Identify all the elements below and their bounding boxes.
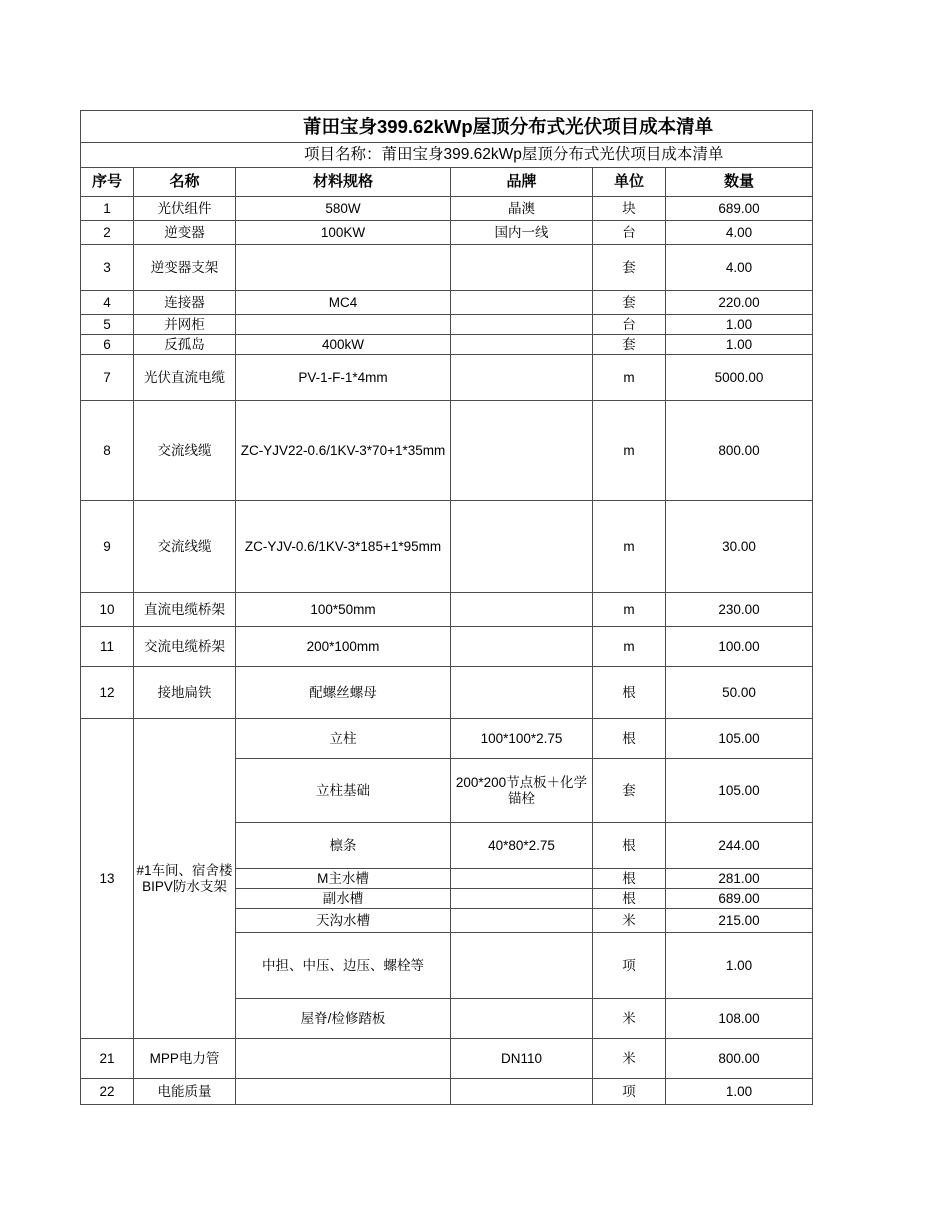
column-header-name[interactable]: 名称 xyxy=(134,168,236,197)
cell-brand[interactable] xyxy=(451,501,593,593)
project-name-text: 项目名称：莆田宝身399.62kWp屋顶分布式光伏项目成本清单 xyxy=(304,145,724,163)
cell-spec[interactable] xyxy=(236,315,451,335)
cell-brand[interactable] xyxy=(451,355,593,401)
cell-unit[interactable]: m xyxy=(593,627,666,667)
cell-brand[interactable] xyxy=(451,315,593,335)
cell-unit[interactable]: m xyxy=(593,501,666,593)
cell-seq[interactable]: 21 xyxy=(81,1039,134,1079)
cell-qty[interactable]: 689.00 xyxy=(666,889,813,909)
cell-qty[interactable]: 800.00 xyxy=(666,1039,813,1079)
cell-qty[interactable]: 1.00 xyxy=(666,335,813,355)
cell-brand[interactable] xyxy=(451,933,593,999)
cell-unit[interactable]: m xyxy=(593,355,666,401)
document-title-cell[interactable] xyxy=(81,111,813,143)
cell-unit[interactable]: 米 xyxy=(593,909,666,933)
cell-spec[interactable]: 100KW xyxy=(236,221,451,245)
cell-seq[interactable]: 3 xyxy=(81,245,134,291)
cell-spec[interactable]: 200*100mm xyxy=(236,627,451,667)
cell-spec[interactable] xyxy=(236,1039,451,1079)
cell-name[interactable]: 逆变器 xyxy=(134,221,236,245)
column-header-seq[interactable]: 序号 xyxy=(81,168,134,197)
cell-brand[interactable]: DN110 xyxy=(451,1039,593,1079)
cell-brand[interactable]: 晶澳 xyxy=(451,197,593,221)
cell-unit[interactable]: 台 xyxy=(593,315,666,335)
cell-brand[interactable] xyxy=(451,909,593,933)
cell-brand[interactable] xyxy=(451,401,593,501)
cell-brand[interactable]: 国内一线 xyxy=(451,221,593,245)
cell-brand[interactable] xyxy=(451,889,593,909)
cell-seq[interactable]: 10 xyxy=(81,593,134,627)
cell-spec[interactable]: 檩条 xyxy=(236,823,451,869)
cell-qty[interactable]: 1.00 xyxy=(666,315,813,335)
title-row xyxy=(81,111,813,143)
cell-unit[interactable]: 项 xyxy=(593,933,666,999)
cell-name[interactable]: MPP电力管 xyxy=(134,1039,236,1079)
table-row xyxy=(81,335,813,355)
cell-spec[interactable]: ZC-YJV22-0.6/1KV-3*70+1*35mm xyxy=(236,401,451,501)
cell-name[interactable]: 交流线缆 xyxy=(134,501,236,593)
cell-name[interactable]: 逆变器支架 xyxy=(134,245,236,291)
cell-spec[interactable]: 配螺丝螺母 xyxy=(236,667,451,719)
cell-qty[interactable]: 215.00 xyxy=(666,909,813,933)
cell-unit[interactable]: 套 xyxy=(593,291,666,315)
cell-spec[interactable]: 中担、中压、边压、螺栓等 xyxy=(236,933,451,999)
cell-name[interactable]: 光伏直流电缆 xyxy=(134,355,236,401)
cell-brand[interactable] xyxy=(451,335,593,355)
cell-brand[interactable] xyxy=(451,627,593,667)
cell-name[interactable]: 电能质量 xyxy=(134,1079,236,1105)
cell-seq[interactable]: 8 xyxy=(81,401,134,501)
cost-list-table xyxy=(80,110,813,1105)
cell-qty[interactable]: 100.00 xyxy=(666,627,813,667)
cost-list-body xyxy=(81,111,813,1105)
cell-seq[interactable]: 2 xyxy=(81,221,134,245)
cell-spec[interactable]: ZC-YJV-0.6/1KV-3*185+1*95mm xyxy=(236,501,451,593)
cell-spec[interactable] xyxy=(236,1079,451,1105)
cell-spec[interactable]: M主水槽 xyxy=(236,869,451,889)
cell-brand[interactable] xyxy=(451,999,593,1039)
cell-seq[interactable]: 6 xyxy=(81,335,134,355)
cell-qty[interactable]: 4.00 xyxy=(666,245,813,291)
cell-spec[interactable]: 100*50mm xyxy=(236,593,451,627)
cell-qty[interactable]: 689.00 xyxy=(666,197,813,221)
table-row xyxy=(81,627,813,667)
cell-spec[interactable]: 立柱 xyxy=(236,719,451,759)
cell-unit[interactable]: 项 xyxy=(593,1079,666,1105)
table-row xyxy=(81,197,813,221)
cell-brand[interactable] xyxy=(451,291,593,315)
table-row-group-13 xyxy=(81,719,813,759)
cell-unit[interactable]: 根 xyxy=(593,889,666,909)
cell-unit[interactable]: 根 xyxy=(593,869,666,889)
cell-brand[interactable]: 100*100*2.75 xyxy=(451,719,593,759)
cell-qty[interactable]: 800.00 xyxy=(666,401,813,501)
cell-seq[interactable]: 11 xyxy=(81,627,134,667)
cell-unit[interactable]: 套 xyxy=(593,245,666,291)
table-row xyxy=(81,245,813,291)
cell-name[interactable]: 光伏组件 xyxy=(134,197,236,221)
project-name-cell[interactable] xyxy=(81,143,813,168)
cell-name[interactable]: 交流电缆桥架 xyxy=(134,627,236,667)
cell-seq-group-13[interactable]: 13 xyxy=(81,719,134,1039)
cell-qty[interactable]: 5000.00 xyxy=(666,355,813,401)
subtitle-row xyxy=(81,143,813,168)
table-row xyxy=(81,501,813,593)
cell-unit[interactable]: 根 xyxy=(593,719,666,759)
cell-qty[interactable]: 108.00 xyxy=(666,999,813,1039)
cell-name[interactable]: 反孤岛 xyxy=(134,335,236,355)
cell-brand[interactable] xyxy=(451,869,593,889)
cell-qty[interactable]: 50.00 xyxy=(666,667,813,719)
column-header-qty[interactable]: 数量 xyxy=(666,168,813,197)
cell-seq[interactable]: 12 xyxy=(81,667,134,719)
cell-name[interactable]: 交流线缆 xyxy=(134,401,236,501)
table-row xyxy=(81,315,813,335)
cell-spec[interactable]: 屋脊/检修踏板 xyxy=(236,999,451,1039)
table-header-row xyxy=(81,168,813,197)
cell-brand[interactable] xyxy=(451,593,593,627)
table-row xyxy=(81,291,813,315)
cell-qty[interactable]: 4.00 xyxy=(666,221,813,245)
cell-unit[interactable]: 块 xyxy=(593,197,666,221)
cell-spec[interactable]: 400kW xyxy=(236,335,451,355)
cell-unit[interactable]: 米 xyxy=(593,999,666,1039)
cell-spec[interactable]: 天沟水槽 xyxy=(236,909,451,933)
cell-unit[interactable]: 套 xyxy=(593,759,666,823)
table-row xyxy=(81,355,813,401)
table-row xyxy=(81,221,813,245)
column-header-brand[interactable]: 品牌 xyxy=(451,168,593,197)
table-row xyxy=(81,401,813,501)
cell-brand[interactable] xyxy=(451,245,593,291)
cell-spec[interactable]: 立柱基础 xyxy=(236,759,451,823)
column-header-unit[interactable]: 单位 xyxy=(593,168,666,197)
cell-qty[interactable]: 1.00 xyxy=(666,1079,813,1105)
cell-brand[interactable] xyxy=(451,667,593,719)
cell-unit[interactable]: m xyxy=(593,593,666,627)
cell-brand[interactable]: 40*80*2.75 xyxy=(451,823,593,869)
cell-qty[interactable]: 105.00 xyxy=(666,719,813,759)
page-title: 莆田宝身399.62kWp屋顶分布式光伏项目成本清单 xyxy=(303,115,714,137)
cell-seq[interactable]: 7 xyxy=(81,355,134,401)
cell-spec[interactable]: 副水槽 xyxy=(236,889,451,909)
cell-qty[interactable]: 1.00 xyxy=(666,933,813,999)
cell-brand[interactable]: 200*200节点板＋化学锚栓 xyxy=(451,759,593,823)
cell-spec[interactable] xyxy=(236,245,451,291)
cell-qty[interactable]: 244.00 xyxy=(666,823,813,869)
table-row xyxy=(81,667,813,719)
cell-unit[interactable]: 米 xyxy=(593,1039,666,1079)
cell-unit[interactable]: 套 xyxy=(593,335,666,355)
cell-qty[interactable]: 220.00 xyxy=(666,291,813,315)
table-row xyxy=(81,1079,813,1105)
cell-spec[interactable]: MC4 xyxy=(236,291,451,315)
cell-unit[interactable]: m xyxy=(593,401,666,501)
cell-name[interactable]: 接地扁铁 xyxy=(134,667,236,719)
cell-unit[interactable]: 根 xyxy=(593,823,666,869)
cell-qty[interactable]: 105.00 xyxy=(666,759,813,823)
cell-qty[interactable]: 230.00 xyxy=(666,593,813,627)
cell-qty[interactable]: 30.00 xyxy=(666,501,813,593)
cell-seq[interactable]: 4 xyxy=(81,291,134,315)
cell-spec[interactable]: 580W xyxy=(236,197,451,221)
cost-list-table-wrap xyxy=(80,110,812,1105)
cell-name[interactable]: 连接器 xyxy=(134,291,236,315)
cell-name[interactable]: 直流电缆桥架 xyxy=(134,593,236,627)
cell-name[interactable]: 并网柜 xyxy=(134,315,236,335)
cell-name-group-13[interactable]: #1车间、宿舍楼BIPV防水支架 xyxy=(134,719,236,1039)
cell-seq[interactable]: 5 xyxy=(81,315,134,335)
column-header-spec[interactable]: 材料规格 xyxy=(236,168,451,197)
cell-seq[interactable]: 22 xyxy=(81,1079,134,1105)
table-row xyxy=(81,1039,813,1079)
table-row xyxy=(81,593,813,627)
cell-spec[interactable]: PV-1-F-1*4mm xyxy=(236,355,451,401)
cell-unit[interactable]: 台 xyxy=(593,221,666,245)
cell-qty[interactable]: 281.00 xyxy=(666,869,813,889)
cell-seq[interactable]: 9 xyxy=(81,501,134,593)
cell-seq[interactable]: 1 xyxy=(81,197,134,221)
cell-unit[interactable]: 根 xyxy=(593,667,666,719)
cell-brand[interactable] xyxy=(451,1079,593,1105)
